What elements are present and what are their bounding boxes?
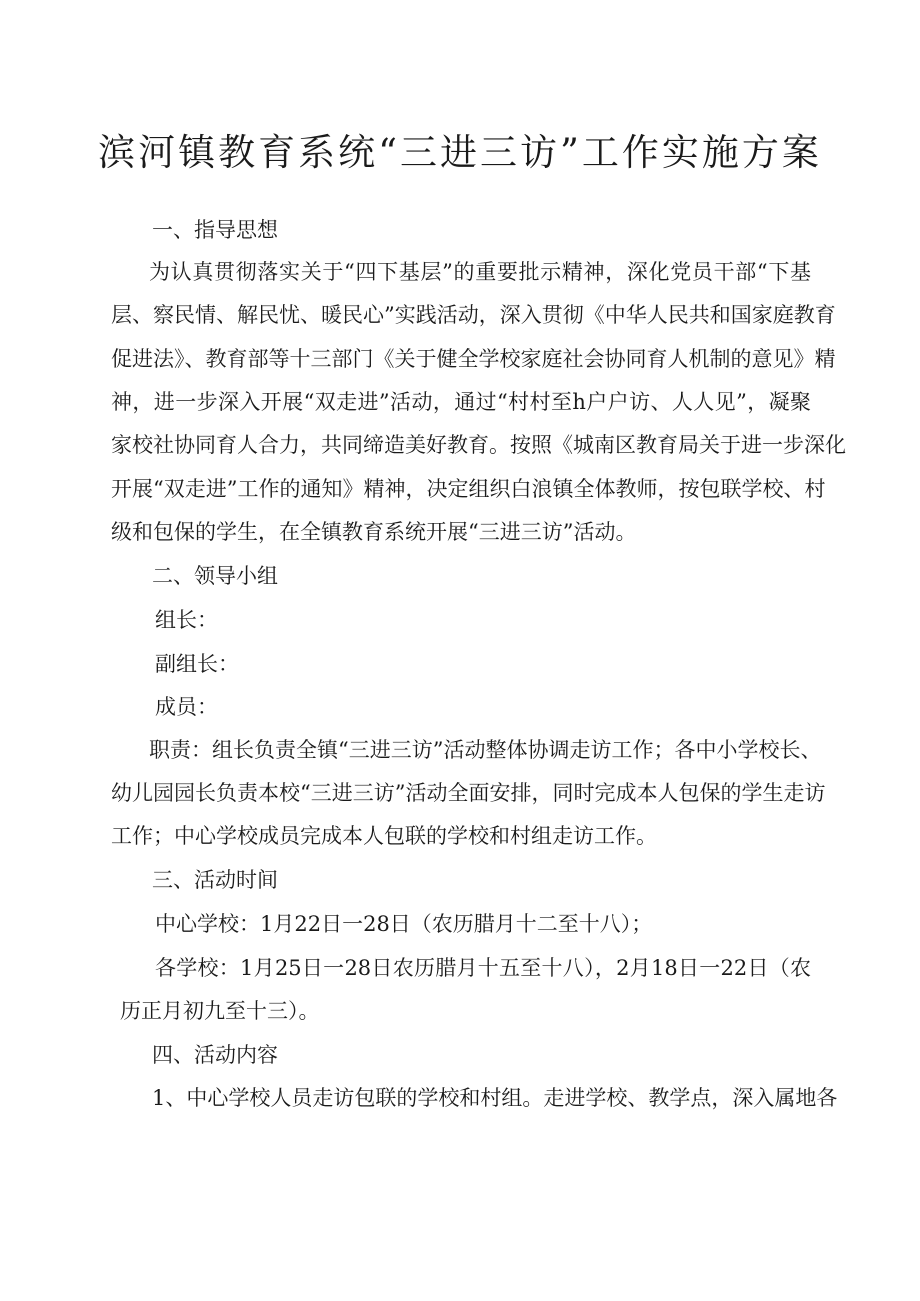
paragraph-line: 开展“双走进”工作的通知》精神，决定组织白浪镇全体教师，按包联学校、村 xyxy=(111,477,826,501)
paragraph-line: 幼儿园园长负责本校“三进三访”活动全面安排，同时完成本人包保的学生走访 xyxy=(111,781,826,805)
paragraph-line: 1、中心学校人员走访包联的学校和村组。走进学校、教学点，深入属地各 xyxy=(152,1086,838,1110)
paragraph-line: 级和包保的学生，在全镇教育系统开展“三进三访”活动。 xyxy=(111,520,637,544)
heading-leadership-group: 二、领导小组 xyxy=(152,564,278,588)
deputy-leader-label: 副组长： xyxy=(155,652,239,676)
paragraph-line: 神，进一步深入开展“双走进”活动，通过“村村至h户户访、人人见”，凝聚 xyxy=(111,390,811,414)
paragraph-line: 为认真贯彻落实关于“四下基层”的重要批示精神，深化党员干部“下基 xyxy=(149,260,811,284)
paragraph-line: 促进法》、教育部等十三部门《关于健全学校家庭社会协同育人机制的意见》精 xyxy=(111,347,836,371)
document-title: 滨河镇教育系统“三进三访”工作实施方案 xyxy=(98,131,822,174)
paragraph-line: 工作；中心学校成员完成本人包联的学校和村组走访工作。 xyxy=(111,824,657,848)
paragraph-line: 历正月初九至十三）。 xyxy=(120,999,320,1023)
paragraph-line: 家校社协同育人合力，共同缔造美好教育。按照《城南区教育局关于进一步深化 xyxy=(111,433,846,457)
heading-activity-content: 四、活动内容 xyxy=(152,1043,278,1067)
members-label: 成员： xyxy=(155,695,218,719)
paragraph-line: 层、察民情、解民忧、暖民心”实践活动，深入贯彻《中华人民共和国家庭教育 xyxy=(111,303,836,327)
paragraph-line: 各学校：1月25日一28日农历腊月十五至十八），2月18日一22日（农 xyxy=(155,956,811,980)
paragraph-line: 中心学校：1月22日一28日（农历腊月十二至十八）； xyxy=(155,912,653,936)
heading-activity-time: 三、活动时间 xyxy=(152,868,278,892)
paragraph-line: 职责：组长负责全镇“三进三访”活动整体协调走访工作；各中小学校长、 xyxy=(149,738,822,762)
heading-guiding-thought: 一、指导思想 xyxy=(152,218,278,242)
leader-label: 组长： xyxy=(155,608,218,632)
